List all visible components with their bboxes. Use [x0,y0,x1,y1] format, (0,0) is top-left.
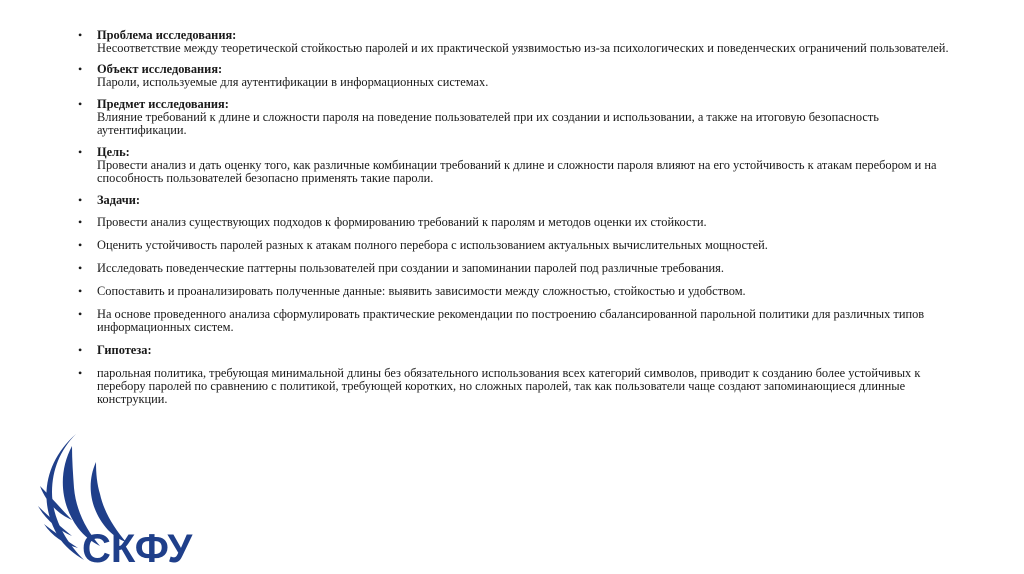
bullet: • [78,62,83,76]
task-item [78,239,958,252]
hypothesis-text: парольная политика, требующая минимальной длины без обязательного использования всех категорий символов, приводит к созданию более устойчивых к перебору паролей по сравнению с политикой, требующей коротких, но сложных паролей, так как пользователи чаще создают запоминающиеся длинные конструкции. [97,366,921,406]
object-title: Объект исследования: [97,62,223,76]
goal-body: Провести анализ и дать оценку того, как различные комбинации требований к длине и сложности пароля влияют на его устойчивость к атакам перебором и на способность пользователей безопасно применять такие пароли. [97,158,937,185]
hypothesis-heading-item [78,344,958,357]
goal-item [78,146,958,185]
task-item [78,308,958,334]
task-item [78,262,958,275]
task-text: Оценить устойчивость паролей разных к атакам полного перебора с использованием актуальных вычислительных мощностей. [97,238,768,252]
task-text: На основе проведенного анализа сформулировать практические рекомендации по построению сбалансированной парольной политики для различных типов информационных систем. [97,307,925,334]
bullet: • [78,238,83,252]
content-list [78,29,958,406]
problem-title: Проблема исследования: [97,28,237,42]
task-text: Исследовать поведенческие паттерны пользователей при создании и запоминании паролей под различные требования. [97,261,724,275]
hypothesis-title: Гипотеза: [97,343,152,357]
bullet: • [78,97,83,111]
problem-item [78,29,958,55]
bullet: • [78,215,83,229]
subject-body: Влияние требований к длине и сложности пароля на поведение пользователей при их создании и использовании, а также на итоговую безопасность аутентификации. [97,110,879,137]
bullet: • [78,28,83,42]
logo-text: СКФУ [82,527,193,568]
subject-title: Предмет исследования: [97,97,229,111]
tasks-title: Задачи: [97,193,140,207]
bullet: • [78,307,83,321]
task-text: Сопоставить и проанализировать полученные данные: выявить зависимости между сложностью, стойкостью и удобством. [97,284,746,298]
tasks-heading-item [78,194,958,207]
bullet: • [78,284,83,298]
object-item [78,63,958,89]
task-item [78,285,958,298]
bullet: • [78,343,83,357]
hypothesis-item [78,367,958,406]
subject-item [78,98,958,137]
task-item [78,216,958,229]
bullet: • [78,261,83,275]
task-text: Провести анализ существующих подходов к формированию требований к паролям и методов оценки их стойкости. [97,215,707,229]
problem-body: Несоответствие между теоретической стойкостью паролей и их практической уязвимостью из-за психологических и поведенческих ограничений пользователей. [97,41,949,55]
bullet: • [78,193,83,207]
bullet: • [78,366,83,380]
goal-title: Цель: [97,145,130,159]
skfu-logo [36,432,226,568]
bullet: • [78,145,83,159]
object-body: Пароли, используемые для аутентификации в информационных системах. [97,75,489,89]
